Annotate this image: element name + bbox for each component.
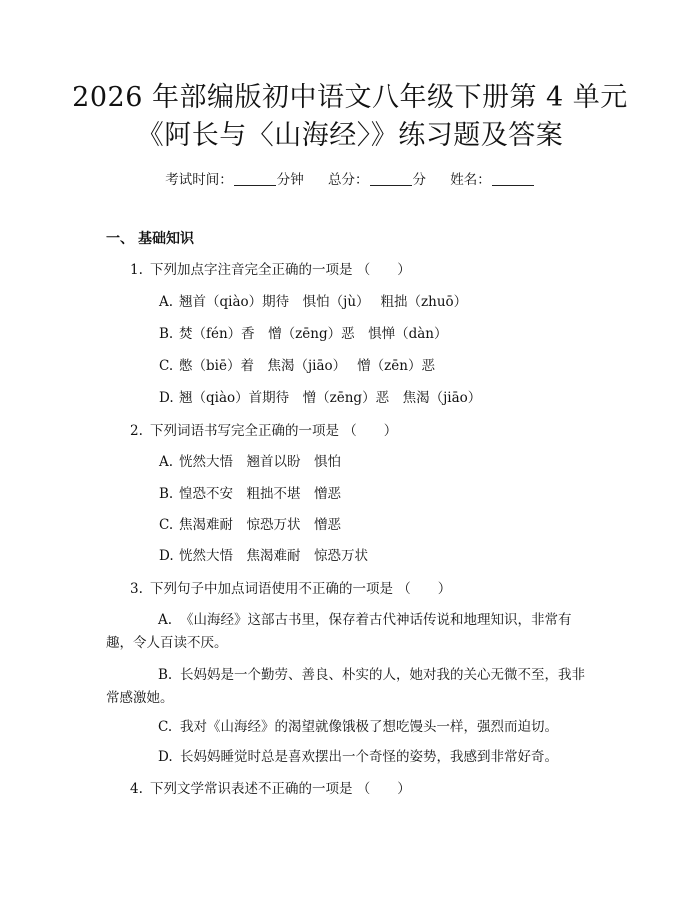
- option-text: 我对《山海经》的渴望就像饿极了想吃馒头一样，强烈而迫切。: [180, 719, 558, 735]
- option-text: 惶恐不安 粗拙不堪 憎恶: [179, 486, 341, 502]
- exam-time-blank: [234, 171, 276, 186]
- question-text: 下列加点字注音完全正确的一项是 （ ）: [150, 262, 411, 278]
- option-letter: A.: [159, 294, 174, 310]
- q1-option-d: [159, 388, 481, 408]
- exam-time: [165, 170, 304, 190]
- option-text: 翘首（qiào）期待 惧怕（jù） 粗拙（zhuō）: [179, 294, 468, 310]
- option-text: 焦渴难耐 惊恐万状 憎恶: [179, 517, 341, 533]
- q3-option-c: [106, 716, 598, 739]
- q1-option-a: [159, 292, 467, 312]
- option-text: 焚（fén）香 憎（zēng）恶 惧惮（dàn）: [179, 326, 448, 342]
- exam-score: [328, 170, 426, 190]
- option-text: 恍然大悟 翘首以盼 惧怕: [179, 454, 341, 470]
- exam-name-blank: [492, 171, 534, 186]
- option-letter: B.: [159, 486, 174, 502]
- question-text: 下列词语书写完全正确的一项是 （ ）: [150, 423, 398, 439]
- option-text: 恍然大悟 焦渴难耐 惊恐万状: [179, 548, 368, 564]
- option-letter: C.: [159, 358, 174, 374]
- section-heading: [106, 229, 194, 249]
- q3-option-a: [106, 609, 598, 655]
- question-text: 下列句子中加点词语使用不正确的一项是 （ ）: [150, 581, 452, 597]
- q2-option-c: [159, 515, 341, 535]
- exam-name: [450, 170, 535, 190]
- question-number: 1.: [130, 262, 143, 278]
- option-letter: B.: [158, 667, 173, 683]
- option-text: 《山海经》这部古书里，保存着古代神话传说和地理知识，非常有趣，令人百读不厌。: [106, 612, 572, 651]
- question-3: [130, 579, 451, 599]
- exam-info: [0, 170, 700, 190]
- q3-option-b: [106, 664, 598, 710]
- exam-time-label: 考试时间：: [165, 172, 233, 188]
- option-letter: A.: [158, 612, 173, 628]
- option-text: 长妈妈是一个勤劳、善良、朴实的人，她对我的关心无微不至，我非常感激她。: [106, 667, 585, 706]
- exam-score-label: 总分：: [328, 172, 369, 188]
- question-2: [130, 421, 397, 441]
- q1-option-b: [159, 324, 448, 344]
- q3-option-d: [106, 746, 598, 769]
- exam-time-unit: 分钟: [276, 172, 304, 188]
- exam-name-label: 姓名：: [450, 172, 491, 188]
- question-1: [130, 260, 411, 280]
- question-4: [130, 779, 411, 799]
- question-number: 4.: [130, 781, 143, 797]
- option-text: 长妈妈睡觉时总是喜欢摆出一个奇怪的姿势，我感到非常好奇。: [180, 749, 558, 765]
- option-letter: A.: [159, 454, 174, 470]
- section-title: 基础知识: [138, 231, 194, 247]
- option-letter: D.: [158, 749, 173, 765]
- section-number: 一、: [106, 231, 134, 247]
- option-letter: C.: [158, 719, 173, 735]
- option-text: 翘（qiào）首期待 憎（zēng）恶 焦渴（jiāo）: [179, 390, 482, 406]
- option-letter: D.: [159, 390, 174, 406]
- question-number: 3.: [130, 581, 143, 597]
- option-letter: D.: [159, 548, 174, 564]
- q2-option-d: [159, 546, 368, 566]
- q2-option-b: [159, 484, 341, 504]
- question-number: 2.: [130, 423, 143, 439]
- document-title-line2: 《阿长与〈山海经〉》练习题及答案: [136, 120, 564, 151]
- exam-score-blank: [370, 171, 412, 186]
- option-letter: B.: [159, 326, 174, 342]
- q2-option-a: [159, 452, 341, 472]
- q1-option-c: [159, 356, 435, 376]
- option-text: 憋（biē）着 焦渴（jiāo） 憎（zēn）恶: [179, 358, 435, 374]
- option-letter: C.: [159, 517, 174, 533]
- question-text: 下列文学常识表述不正确的一项是 （ ）: [150, 781, 411, 797]
- exam-score-unit: 分: [412, 172, 426, 188]
- document-title-line1: 2026 年部编版初中语文八年级下册第 4 单元: [72, 82, 628, 113]
